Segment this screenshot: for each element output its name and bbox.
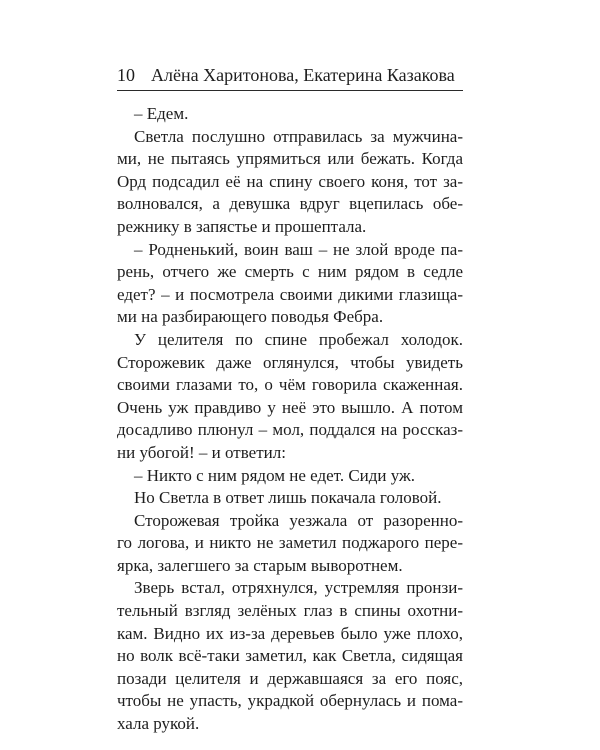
body-text <box>117 103 463 736</box>
text-line: волновался, а девушка вдруг вцепилась обе- <box>117 194 463 214</box>
text-line: режнику в запястье и прошептала. <box>117 216 367 236</box>
text-line: го логова, и никто не заметил поджарого пере- <box>117 533 463 553</box>
text-line: Орд подсадил её на спину своего коня, тот за- <box>117 171 463 191</box>
text-line: хала рукой. <box>117 714 200 734</box>
text-line: позади целителя и державшаяся за его пояс, <box>117 668 463 688</box>
text-line: Сторожевая тройка уезжала от разоренно- <box>134 510 463 530</box>
text-line: ни убогой! – и ответил: <box>117 442 286 462</box>
text-line: Очень уж правдиво у неё это вышло. А потом <box>117 397 463 417</box>
text-line: Сторожевик даже оглянулся, чтобы увидеть <box>117 352 463 372</box>
text-line: досадливо плюнул – мол, поддался на россказ- <box>117 420 463 440</box>
text-line: едет? – и посмотрела своими дикими глазища- <box>117 284 463 304</box>
text-line: ми на разбирающего поводья Фебра. <box>117 307 384 327</box>
text-line: Светла послушно отправилась за мужчина- <box>134 126 463 146</box>
text-line: тельный взгляд зелёных глаз в спины охотни- <box>117 601 463 621</box>
text-line: но волк всё-таки заметил, как Светла, сидящая <box>117 646 463 666</box>
text-line: – Никто с ним рядом не едет. Сиди уж. <box>134 465 416 485</box>
running-header <box>117 64 463 91</box>
text-line: рень, отчего же смерть с ним рядом в седле <box>117 262 463 282</box>
text-line: кам. Видно их из-за деревьев было уже плохо, <box>117 623 463 643</box>
text-line: чтобы не упасть, украдкой обернулась и пома- <box>117 691 463 711</box>
text-line: У целителя по спине пробежал холодок. <box>134 329 463 349</box>
text-line: Зверь встал, отряхнулся, устремляя пронзи- <box>134 578 463 598</box>
text-line: ярка, залегшего за старым выворотнем. <box>117 555 403 575</box>
text-line: Но Светла в ответ лишь покачала головой. <box>134 488 442 508</box>
running-title: Алёна Харитонова, Екатерина Казакова <box>151 65 455 85</box>
text-line: ми, не пытаясь упрямиться или бежать. Когда <box>117 149 463 169</box>
text-line: – Едем. <box>134 104 189 123</box>
page-number: 10 <box>117 65 135 85</box>
text-line: – Родненький, воин ваш – не злой вроде па- <box>134 239 463 259</box>
text-line: своими глазами то, о чём говорила скаженная. <box>117 375 463 395</box>
